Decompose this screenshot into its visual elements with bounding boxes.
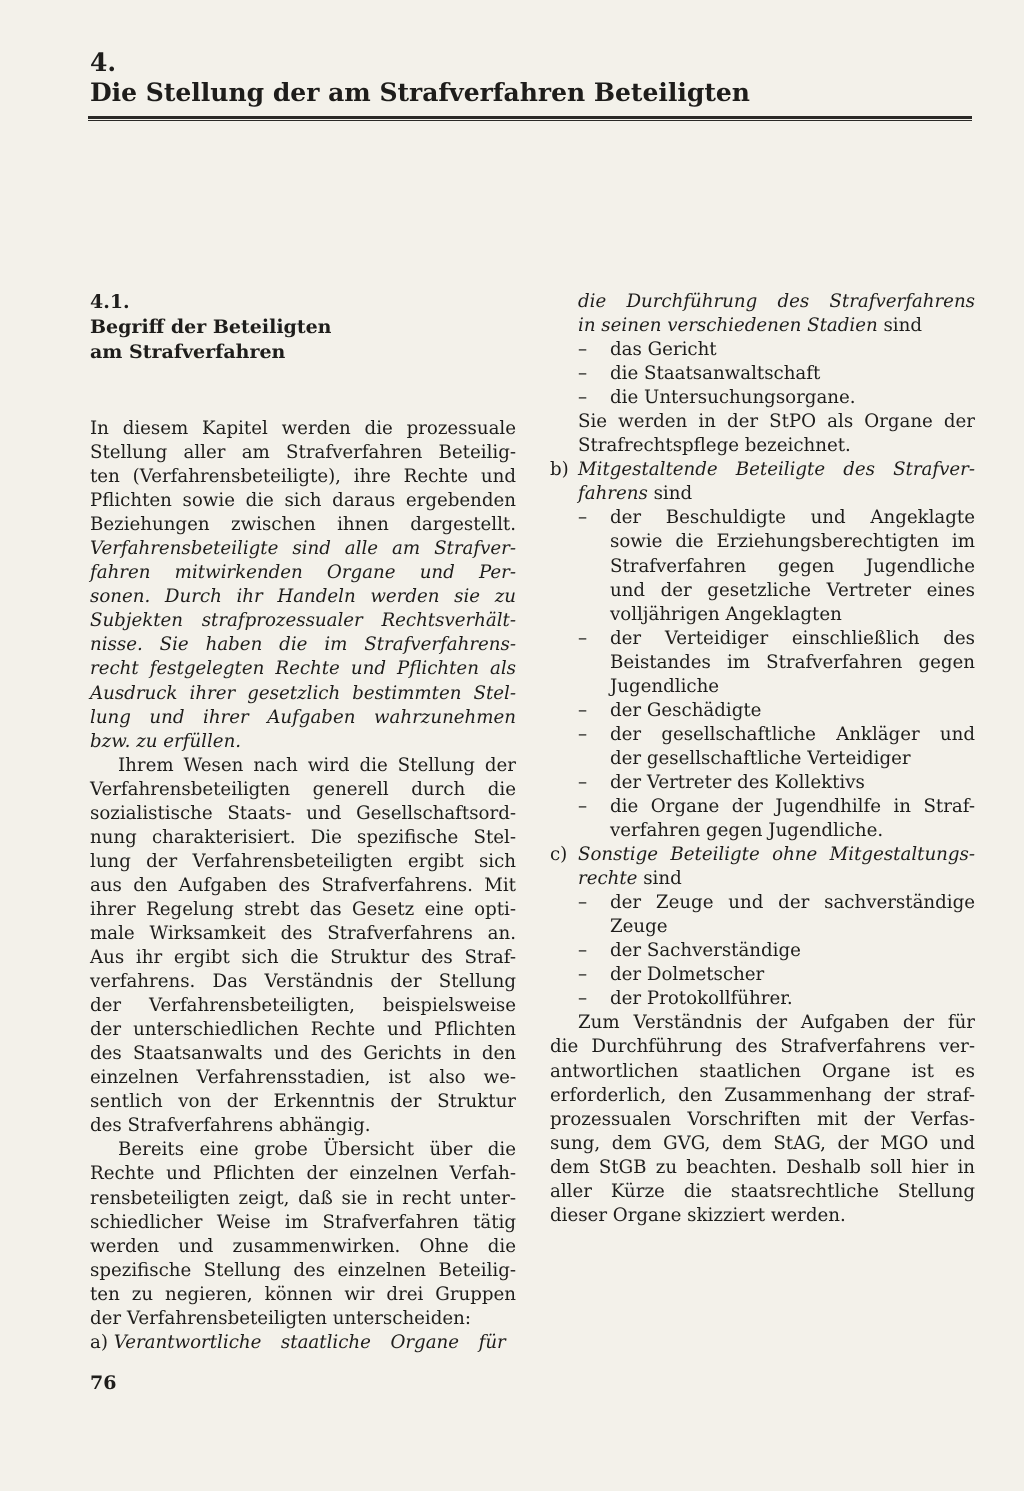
list-item	[550, 506, 975, 530]
item-label: c)	[550, 844, 568, 866]
text-line: lung und ihrer Aufgaben wahrzunehmen	[90, 706, 516, 728]
italic-span: in seinen verschiedenen Stadien	[578, 315, 878, 337]
dash: –	[578, 387, 588, 409]
dash: –	[578, 892, 588, 914]
list-item-c	[550, 843, 975, 867]
item-label: a)	[90, 1331, 108, 1353]
text-line: des Strafverfahrens abhängig.	[90, 1115, 371, 1137]
dash: –	[578, 339, 588, 361]
item-text: der Verteidiger einschließlich des	[610, 627, 975, 649]
text-line: schiedlicher Weise im Strafverfahren tätig	[90, 1211, 516, 1233]
text-line: der unterschiedlichen Rechte und Pflichten	[90, 1019, 516, 1041]
item-text: der gesellschaftliche Ankläger und	[610, 723, 975, 745]
text-line: dem StGB zu beachten. Deshalb soll hier in	[550, 1156, 975, 1178]
item-text: der Zeuge und der sachverständige	[610, 892, 975, 914]
text-line: In diesem Kapitel werden die prozessuale	[90, 418, 516, 439]
plain-span: sind	[647, 483, 693, 505]
list-item	[550, 723, 975, 747]
dash: –	[578, 627, 588, 649]
list-item	[550, 627, 975, 651]
text-line: werden und zusammenwirken. Ohne die	[90, 1235, 516, 1257]
item-text: die Staatsanwaltschaft	[610, 363, 821, 385]
text-line: Pflichten sowie die sich daraus ergebenden	[90, 490, 516, 512]
text-line: sung, dem GVG, dem StAG, der MGO und	[550, 1132, 975, 1154]
chapter-rule	[88, 116, 972, 121]
text-line: ihrer Regelung strebt das Gesetz eine opti-	[90, 898, 516, 920]
text-line: rensbeteiligten zeigt, daß sie in recht unter-	[90, 1187, 516, 1209]
text-line: bzw. zu erfüllen.	[90, 730, 242, 752]
text-line: Sie werden in der StPO als Organe der	[578, 411, 975, 433]
paragraph-closing	[550, 1011, 975, 1227]
text-line: Strafrechtspflege bezeichnet.	[578, 435, 851, 457]
section-title-line-2: am Strafverfahren	[90, 341, 286, 363]
dash: –	[578, 363, 588, 385]
text-line: sozialistische Staats- und Gesellschaftsord-	[90, 802, 516, 824]
text-line: sonen. Durch ihr Handeln werden sie zu	[90, 586, 516, 608]
list-item	[550, 362, 975, 386]
paragraph-essence	[90, 754, 516, 1139]
item-text: die Untersuchungsorgane.	[610, 387, 856, 409]
item-text: die Organe der Jugendhilfe in Straf-	[610, 795, 975, 817]
text-line: Ihrem Wesen nach wird die Stellung der	[118, 754, 516, 776]
list-item	[550, 987, 975, 1011]
item-text: Verantwortliche staatliche Organe für	[113, 1331, 506, 1353]
right-column	[550, 290, 975, 1228]
dash: –	[578, 699, 588, 721]
list-item-b	[550, 458, 975, 482]
text-line: des Staatsanwalts und des Gerichts in den	[90, 1043, 516, 1065]
chapter-number: 4.	[90, 48, 117, 77]
dash: –	[578, 771, 588, 793]
paragraph-intro	[90, 417, 516, 754]
text-line	[550, 867, 975, 891]
text-line: male Wirksamkeit des Strafverfahrens an.	[90, 922, 516, 944]
item-text: der Dolmetscher	[610, 964, 765, 986]
text-line: Jugendliche	[610, 675, 720, 697]
text-line: Verfahrensbeteiligten generell durch die	[90, 778, 516, 800]
text-line: Stellung aller am Strafverfahren Beteilig-	[90, 442, 516, 464]
text-line: aus den Aufgaben des Strafverfahrens. Mit	[90, 874, 516, 896]
plain-span: sind	[877, 315, 922, 337]
text-line: erforderlich, den Zusammenhang der straf-	[550, 1084, 975, 1106]
text-line: prozessualen Vorschriften mit der Verfas-	[550, 1108, 975, 1130]
item-text: der Beschuldigte und Angeklagte	[610, 507, 975, 529]
text-line: einzelnen Verfahrensstadien, ist also we-	[90, 1067, 516, 1089]
list-item	[550, 386, 975, 410]
text-line: Rechte und Pflichten der einzelnen Verfah-	[90, 1163, 516, 1185]
dash: –	[578, 795, 588, 817]
text-line: Subjekten strafprozessualer Rechtsverhält-	[90, 610, 516, 632]
list-item	[550, 771, 975, 795]
text-line: Bereits eine grobe Übersicht über die	[118, 1139, 516, 1161]
section-title-line-1: Begriff der Beteiligten	[90, 316, 332, 338]
text-line: aller Kürze die staatsrechtliche Stellung	[550, 1180, 975, 1202]
text-line: nisse. Sie haben die im Strafverfahrens-	[90, 634, 516, 656]
section-number: 4.1.	[90, 291, 130, 313]
text-line: dieser Organe skizziert werden.	[550, 1204, 846, 1226]
text-line	[550, 482, 975, 506]
paragraph-overview	[90, 1138, 516, 1354]
item-text: der Sachverständige	[610, 940, 801, 962]
text-line: verfahren gegen Jugendliche.	[610, 820, 884, 842]
plain-span: sind	[637, 868, 682, 890]
text-line: antwortlichen staatlichen Organe ist es	[550, 1060, 975, 1082]
dash: –	[578, 723, 588, 745]
list-item	[550, 699, 975, 723]
section-heading	[90, 290, 516, 365]
text-line: Verfahrensbeteiligte sind alle am Strafver-	[90, 538, 516, 560]
item-text: Mitgestaltende Beteiligte des Strafver-	[578, 459, 975, 481]
text-line: und der gesetzliche Vertreter eines	[610, 579, 975, 601]
text-line: die Durchführung des Strafverfahrens	[578, 291, 975, 312]
text-line: Aus ihr ergibt sich die Struktur des Straf-	[90, 947, 516, 969]
text-line: Strafverfahren gegen Jugendliche	[610, 555, 975, 577]
italic-span: fahrens	[578, 483, 648, 505]
item-text: das Gericht	[610, 339, 717, 361]
item-text: Sonstige Beteiligte ohne Mitgestaltungs-	[578, 844, 975, 866]
list-item	[550, 939, 975, 963]
text-line: der Verfahrensbeteiligten, beispielsweise	[90, 995, 516, 1017]
list-item-a	[90, 1331, 516, 1355]
text-line: fahren mitwirkenden Organe und Per-	[90, 562, 516, 584]
text-line: der gesellschaftliche Verteidiger	[610, 747, 911, 769]
text-line: Zum Verständnis der Aufgaben der für	[578, 1012, 975, 1034]
italic-span: rechte	[578, 868, 638, 890]
item-text: der Vertreter des Kollektivs	[610, 771, 865, 793]
text-line: recht festgelegten Rechte und Pflichten als	[90, 658, 516, 680]
text-line: sentlich von der Erkenntnis der Struktur	[90, 1091, 516, 1113]
dash: –	[578, 940, 588, 962]
text-line: ten zu negieren, können wir drei Gruppen	[90, 1283, 516, 1305]
text-line	[550, 314, 975, 338]
dash: –	[578, 507, 588, 529]
text-line: Beziehungen zwischen ihnen dargestellt.	[90, 514, 516, 536]
text-line: Zeuge	[610, 916, 668, 938]
text-line: Ausdruck ihrer gesetzlich bestimmten Stel-	[90, 682, 516, 704]
item-text: der Geschädigte	[610, 699, 762, 721]
text-line: volljährigen Angeklagten	[610, 603, 842, 625]
list-item	[550, 795, 975, 819]
text-line: nung charakterisiert. Die spezifische Stel-	[90, 826, 516, 848]
page-number: 76	[90, 1372, 117, 1394]
text-line: Beistandes im Strafverfahren gegen	[610, 651, 975, 673]
list-item	[550, 338, 975, 362]
item-label: b)	[550, 459, 569, 481]
left-column	[90, 290, 516, 1355]
dash: –	[578, 988, 588, 1010]
list-item	[550, 963, 975, 987]
text-line: lung der Verfahrensbeteiligten ergibt sich	[90, 850, 516, 872]
text-line: ten (Verfahrensbeteiligte), ihre Rechte und	[90, 466, 516, 488]
text-line: der Verfahrensbeteiligten unterscheiden:	[90, 1307, 471, 1329]
item-text: der Protokollführer.	[610, 988, 793, 1010]
chapter-title: Die Stellung der am Strafverfahren Beteiligten	[90, 78, 750, 107]
text-line: verfahrens. Das Verständnis der Stellung	[90, 971, 516, 993]
dash: –	[578, 964, 588, 986]
list-item	[550, 891, 975, 915]
text-line: sowie die Erziehungsberechtigten im	[610, 531, 975, 553]
text-line: die Durchführung des Strafverfahrens ver-	[550, 1036, 975, 1058]
text-line: spezifische Stellung des einzelnen Beteilig-	[90, 1259, 516, 1281]
